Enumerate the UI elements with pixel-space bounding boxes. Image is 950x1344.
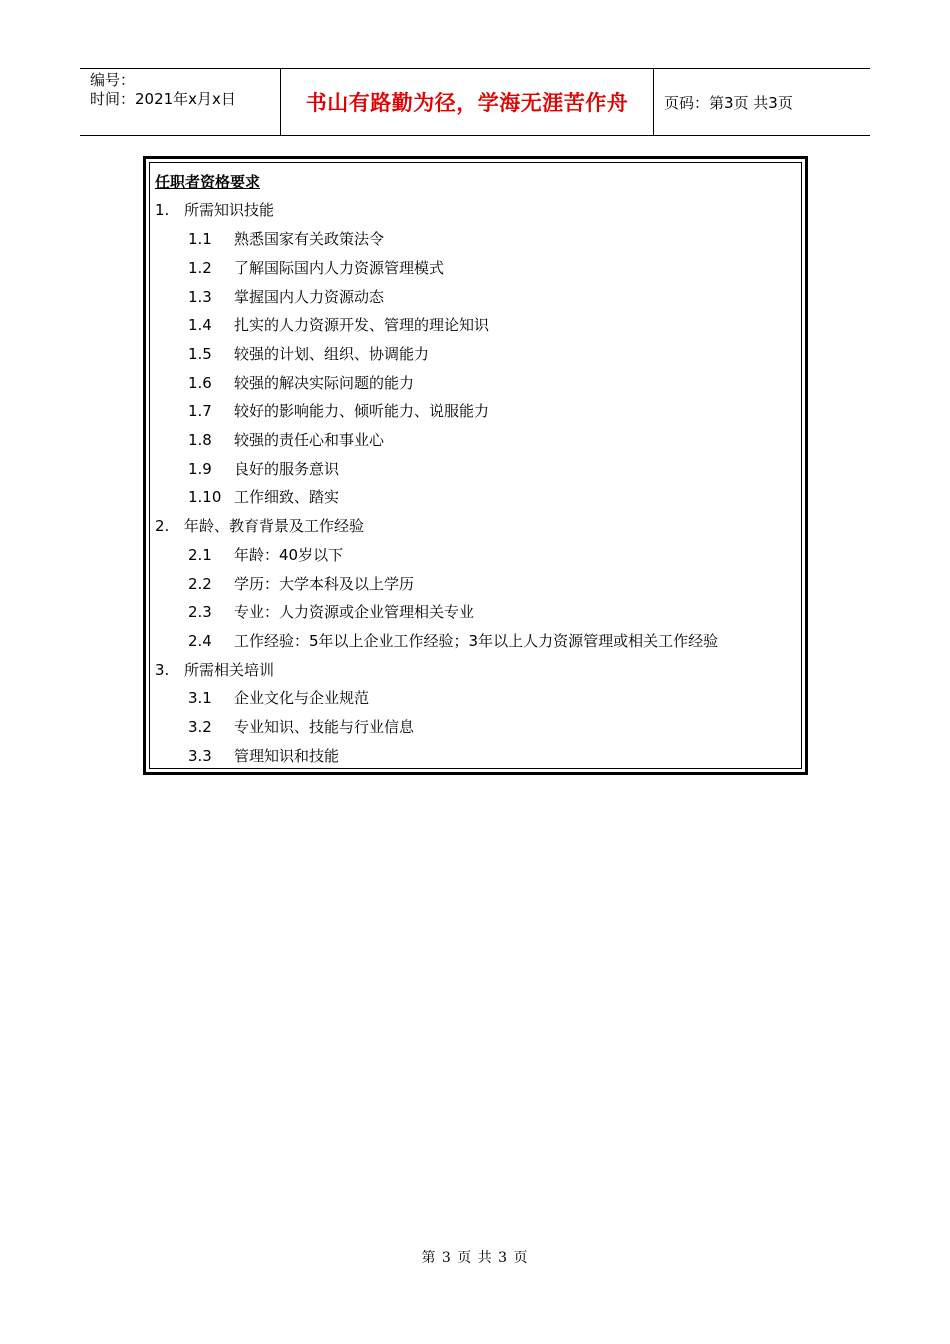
item-text: 熟悉国家有关政策法令	[234, 230, 385, 248]
code-label: 编号：	[90, 71, 136, 89]
section-label: 所需相关培训	[184, 661, 275, 679]
item-text: 学历：大学本科及以上学历	[234, 575, 415, 593]
item-text: 工作细致、踏实	[234, 488, 340, 506]
item-text: 掌握国内人力资源动态	[234, 288, 385, 306]
requirements-title: 任职者资格要求	[155, 173, 261, 191]
item-number: 1.5	[188, 345, 212, 363]
item-text: 专业：人力资源或企业管理相关专业	[234, 603, 475, 621]
item-text: 工作经验：5年以上企业工作经验；3年以上人力资源管理或相关工作经验	[234, 632, 719, 650]
item-text: 良好的服务意识	[234, 460, 340, 478]
item-text: 年龄：40岁以下	[234, 546, 344, 564]
item-number: 1.2	[188, 259, 212, 277]
section-number: 3.	[155, 661, 170, 679]
item-number: 1.8	[188, 431, 212, 449]
item-text: 较强的计划、组织、协调能力	[234, 345, 430, 363]
item-number: 1.4	[188, 316, 212, 334]
item-number: 1.9	[188, 460, 212, 478]
section-label: 所需知识技能	[184, 201, 275, 219]
item-number: 2.1	[188, 546, 212, 564]
item-number: 1.3	[188, 288, 212, 306]
page-footer: 第 3 页 共 3 页	[421, 1250, 529, 1266]
item-number: 3.1	[188, 689, 212, 707]
item-number: 3.3	[188, 747, 212, 765]
section-number: 1.	[155, 201, 170, 219]
item-text: 企业文化与企业规范	[234, 689, 370, 707]
section-label: 年龄、教育背景及工作经验	[184, 517, 365, 535]
item-number: 2.2	[188, 575, 212, 593]
item-text: 专业知识、技能与行业信息	[234, 718, 415, 736]
item-number: 1.6	[188, 374, 212, 392]
header-motto: 书山有路勤为径，学海无涯苦作舟	[281, 69, 654, 135]
header-page-info: 页码：第3页 共3页	[664, 93, 793, 112]
item-text: 较强的责任心和事业心	[234, 431, 385, 449]
item-text: 了解国际国内人力资源管理模式	[234, 259, 445, 277]
date-label: 时间：2021年x月x日	[90, 90, 236, 108]
item-text: 较好的影响能力、倾听能力、说服能力	[234, 402, 490, 420]
item-number: 1.1	[188, 230, 212, 248]
page-header	[80, 68, 870, 136]
item-text: 扎实的人力资源开发、管理的理论知识	[234, 316, 490, 334]
item-text: 管理知识和技能	[234, 747, 340, 765]
item-number: 1.7	[188, 402, 212, 420]
item-number: 1.10	[188, 488, 222, 506]
item-number: 2.3	[188, 603, 212, 621]
item-number: 3.2	[188, 718, 212, 736]
header-meta	[80, 69, 281, 135]
item-text: 较强的解决实际问题的能力	[234, 374, 415, 392]
item-number: 2.4	[188, 632, 212, 650]
section-number: 2.	[155, 517, 170, 535]
